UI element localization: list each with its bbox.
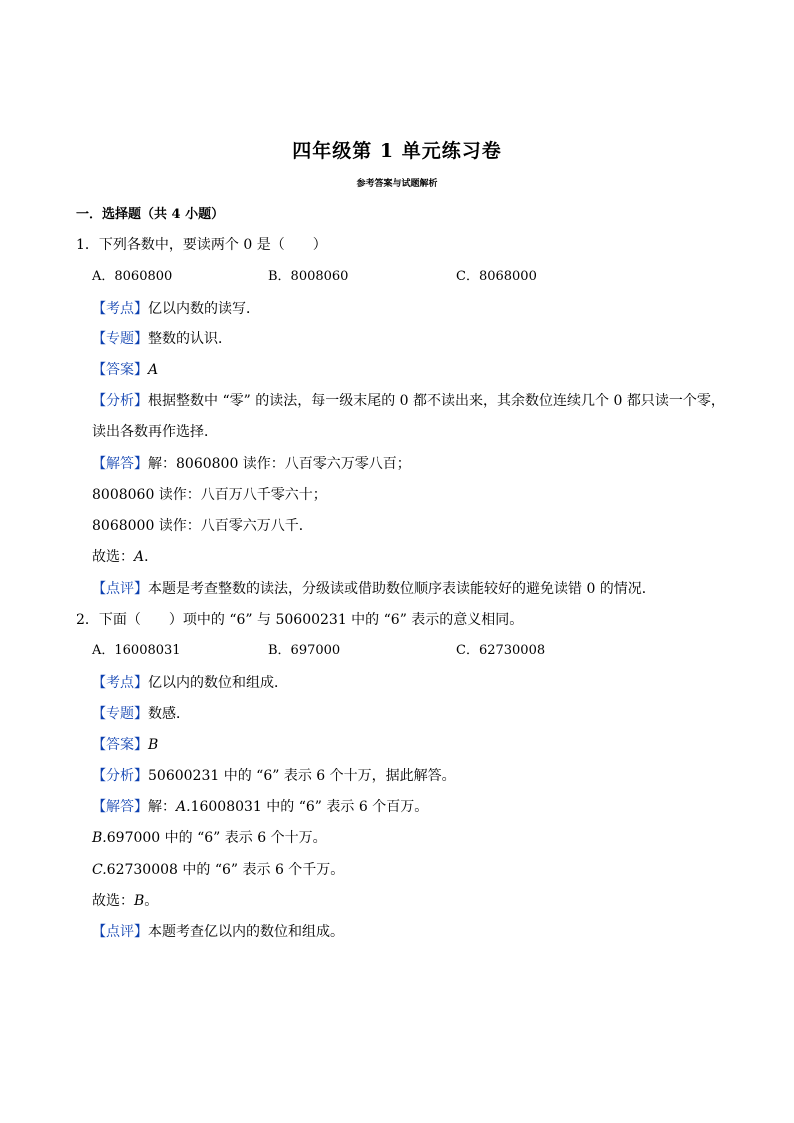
q2-jieda-letter-a: A. <box>176 799 191 815</box>
document-title: 四年级第 1 单元练习卷 <box>292 140 502 162</box>
q2-jieda-line3 <box>92 861 344 879</box>
q2-guxuan-prefix: 故选： <box>92 893 134 909</box>
q2-jieda-label: 【解答】 <box>92 799 148 815</box>
q2-jieda-line2 <box>92 829 327 847</box>
q2-option-b: B．697000 <box>268 643 341 658</box>
q2-zhuanti-label: 【专题】 <box>92 706 148 722</box>
q1-jieda-label: 【解答】 <box>92 456 148 472</box>
q2-jieda-prefix: 解： <box>148 799 176 815</box>
q2-stem: 2．下面（ ）项中的 “6” 与 50600231 中的 “6” 表示的意义相同。 <box>76 612 524 628</box>
document-subtitle: 参考答案与试题解析 <box>356 179 438 189</box>
q1-option-b: B．8008060 <box>268 269 349 284</box>
q1-zhuanti <box>92 330 232 348</box>
q2-guxuan-end: 。 <box>144 893 159 909</box>
q1-option-a: A．8060800 <box>92 269 173 284</box>
q1-dianping-label: 【点评】 <box>92 581 148 597</box>
q1-guxuan <box>92 548 158 566</box>
section-heading: 一．选择题（共 4 小题） <box>76 207 225 222</box>
q2-kaodian <box>92 674 288 692</box>
q2-jieda-letter-c: C. <box>92 862 107 878</box>
q2-fenxi <box>92 767 456 785</box>
q1-kaodian <box>92 300 260 318</box>
q1-fenxi <box>92 392 725 410</box>
q2-fenxi-label: 【分析】 <box>92 768 148 784</box>
q1-fenxi-label: 【分析】 <box>92 393 148 409</box>
q1-jieda-line3: 8068000 读作：八百零六万八千． <box>92 518 313 534</box>
q1-guxuan-end: ． <box>144 549 159 565</box>
q1-jieda <box>92 455 411 473</box>
q1-option-c: C．8068000 <box>456 269 537 284</box>
q1-stem: 1．下列各数中，要读两个 0 是（ ） <box>76 237 327 253</box>
q2-daan-text: B <box>148 737 159 753</box>
q2-option-a: A．16008031 <box>92 643 181 658</box>
q1-jieda-line2: 8008060 读作：八百万八千零六十； <box>92 487 327 503</box>
q2-dianping <box>92 923 344 941</box>
q1-fenxi-cont: 读出各数再作选择． <box>92 424 218 440</box>
q1-kaodian-text: 亿以内数的读写． <box>148 301 260 317</box>
q1-guxuan-answer: A <box>134 549 145 565</box>
q2-guxuan <box>92 892 158 910</box>
q2-jieda-text-a: 16008031 中的 “6” 表示 6 个百万。 <box>190 799 429 815</box>
q1-jieda-text: 解：8060800 读作：八百零六万零八百； <box>148 456 411 472</box>
q2-kaodian-text: 亿以内的数位和组成． <box>148 675 288 691</box>
q2-jieda-text-c: 62730008 中的 “6” 表示 6 个千万。 <box>106 862 345 878</box>
q2-daan <box>92 736 158 754</box>
q1-daan <box>92 361 158 379</box>
q2-jieda <box>92 798 428 816</box>
q2-guxuan-answer: B <box>134 893 145 909</box>
q1-daan-text: A <box>148 362 159 378</box>
q2-fenxi-text: 50600231 中的 “6” 表示 6 个十万，据此解答。 <box>148 768 456 784</box>
q1-fenxi-text: 根据整数中 “零” 的读法，每一级末尾的 0 都不读出来，其余数位连续几个 0 都只读一个零， <box>148 393 725 409</box>
q1-zhuanti-text: 整数的认识． <box>148 331 232 347</box>
q1-guxuan-prefix: 故选： <box>92 549 134 565</box>
q2-daan-label: 【答案】 <box>92 737 148 753</box>
q1-kaodian-label: 【考点】 <box>92 301 148 317</box>
q2-zhuanti-text: 数感． <box>148 706 190 722</box>
q1-zhuanti-label: 【专题】 <box>92 331 148 347</box>
q2-dianping-label: 【点评】 <box>92 924 148 940</box>
q2-zhuanti <box>92 705 190 723</box>
q2-kaodian-label: 【考点】 <box>92 675 148 691</box>
q1-dianping-text: 本题是考查整数的读法，分级读或借助数位顺序表读能较好的避免读错 0 的情况． <box>148 581 656 597</box>
q2-jieda-text-b: 697000 中的 “6” 表示 6 个十万。 <box>106 830 327 846</box>
q2-option-c: C．62730008 <box>456 643 546 658</box>
q2-jieda-letter-b: B. <box>92 830 107 846</box>
q2-dianping-text: 本题考查亿以内的数位和组成。 <box>148 924 344 940</box>
q1-dianping <box>92 580 656 598</box>
q1-daan-label: 【答案】 <box>92 362 148 378</box>
